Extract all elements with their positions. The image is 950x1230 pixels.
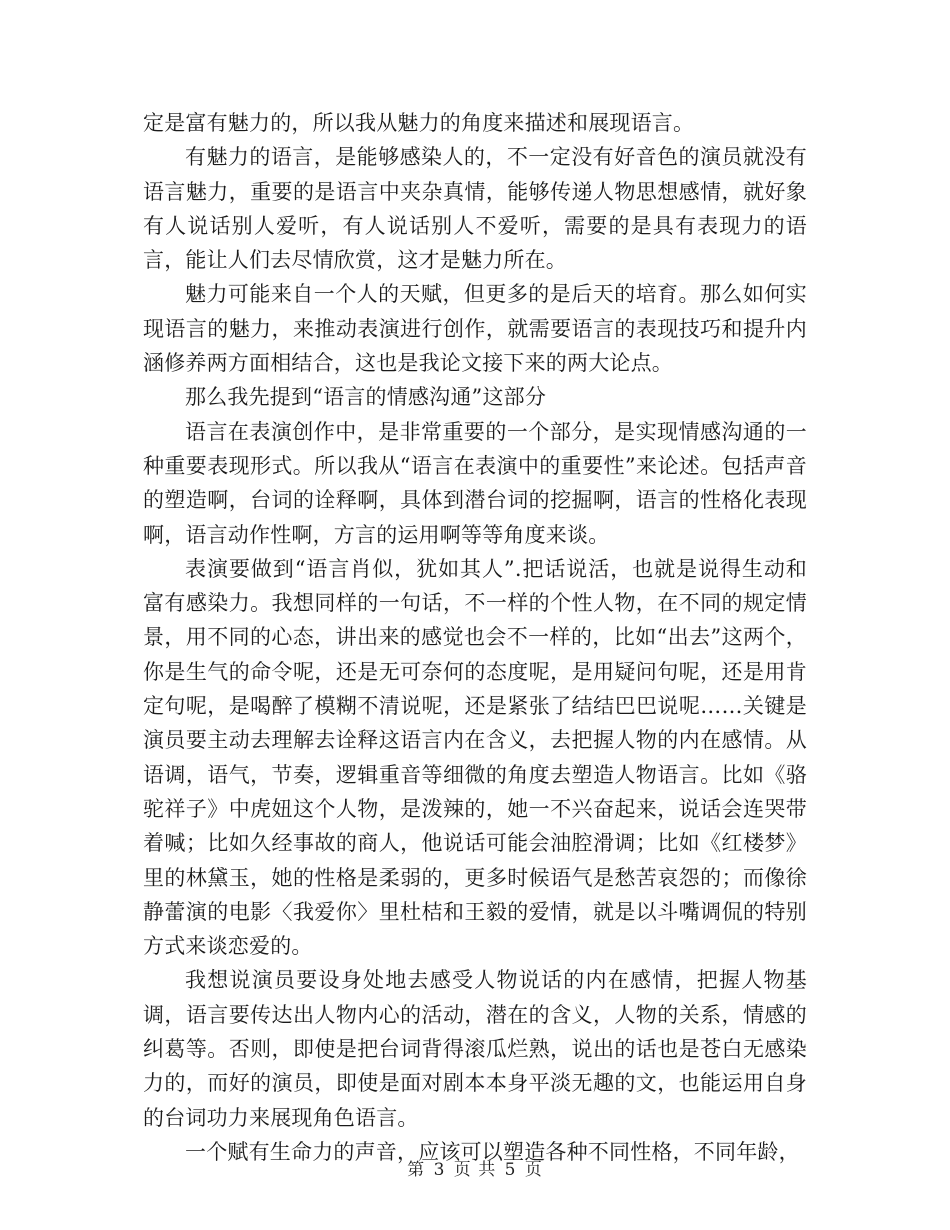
footer-total-pages: 5	[504, 1160, 517, 1180]
document-body	[143, 106, 807, 1169]
paragraph-continuation: 定是富有魅力的，所以我从魅力的角度来描述和展现语言。	[143, 111, 695, 135]
page-footer	[0, 1155, 950, 1180]
footer-prefix: 第	[407, 1160, 426, 1180]
paragraph: 有魅力的语言，是能够感染人的，不一定没有好音色的演员就没有语言魅力，重要的是语言中夹杂真情，能够传递人物思想感情，就好象有人说话别人爱听，有人说话别人不爱听，需要的是具有表现力的语言，能让人们去尽情欣赏，这才是魅力所在。	[143, 145, 807, 273]
paragraph: 语言在表演创作中，是非常重要的一个部分，是实现情感沟通的一种重要表现形式。所以我从“语言在表演中的重要性”来论述。包括声音的塑造啊，台词的诠释啊，具体到潜台词的挖掘啊，语言的性格化表现啊，语言动作性啊，方言的运用啊等等角度来谈。	[143, 419, 807, 547]
paragraph: 我想说演员要设身处地去感受人物说话的内在感情，把握人物基调，语言要传达出人物内心的活动，潜在的含义，人物的关系，情感的纠葛等。否则，即使是把台词背得滚瓜烂熟，说出的话也是苍白无感染力的，而好的演员，即使是面对剧本本身平淡无趣的文，也能运用自身的台词功力来展现角色语言。	[143, 968, 807, 1130]
footer-suffix: 页	[524, 1160, 543, 1180]
paragraph: 魅力可能来自一个人的天赋，但更多的是后天的培育。那么如何实现语言的魅力，来推动表演进行创作，就需要语言的表现技巧和提升内涵修养两方面相结合，这也是我论文接下来的两大论点。	[143, 282, 807, 376]
paragraph: 那么我先提到“语言的情感沟通”这部分	[185, 385, 547, 410]
paragraph: 表演要做到“语言肖似，犹如其人”.把话说活，也就是说得生动和富有感染力。我想同样的一句话，不一样的个性人物，在不同的规定情景，用不同的心态，讲出来的感觉也会不一样的，比如“出去”这两个，你是生气的命令呢，还是无可奈何的态度呢，是用疑问句呢，还是用肯定句呢，是喝醉了模糊不清说呢，还是紧张了结结巴巴说呢……关键是演员要主动去理解去诠释这语言内在含义，去把握人物的内在感情。从语调，语气，节奏，逻辑重音等细微的角度去塑造人物语言。比如《骆驼祥子》中虎妞这个人物，是泼辣的，她一不兴奋起来，说话会连哭带着喊；比如久经事故的商人，他说话可能会油腔滑调；比如《红楼梦》里的林黛玉，她的性格是柔弱的，更多时候语气是愁苦哀怨的；而像徐静蕾演的电影〈我爱你〉里杜桔和王毅的爱情，就是以斗嘴调侃的特别方式来谈恋爱的。	[143, 556, 807, 959]
paragraph: 一个赋有生命力的声音，应该可以塑造各种不同性格，不同年龄，	[185, 1139, 800, 1164]
footer-current-page: 3	[433, 1160, 446, 1180]
footer-middle: 页 共	[453, 1160, 497, 1180]
